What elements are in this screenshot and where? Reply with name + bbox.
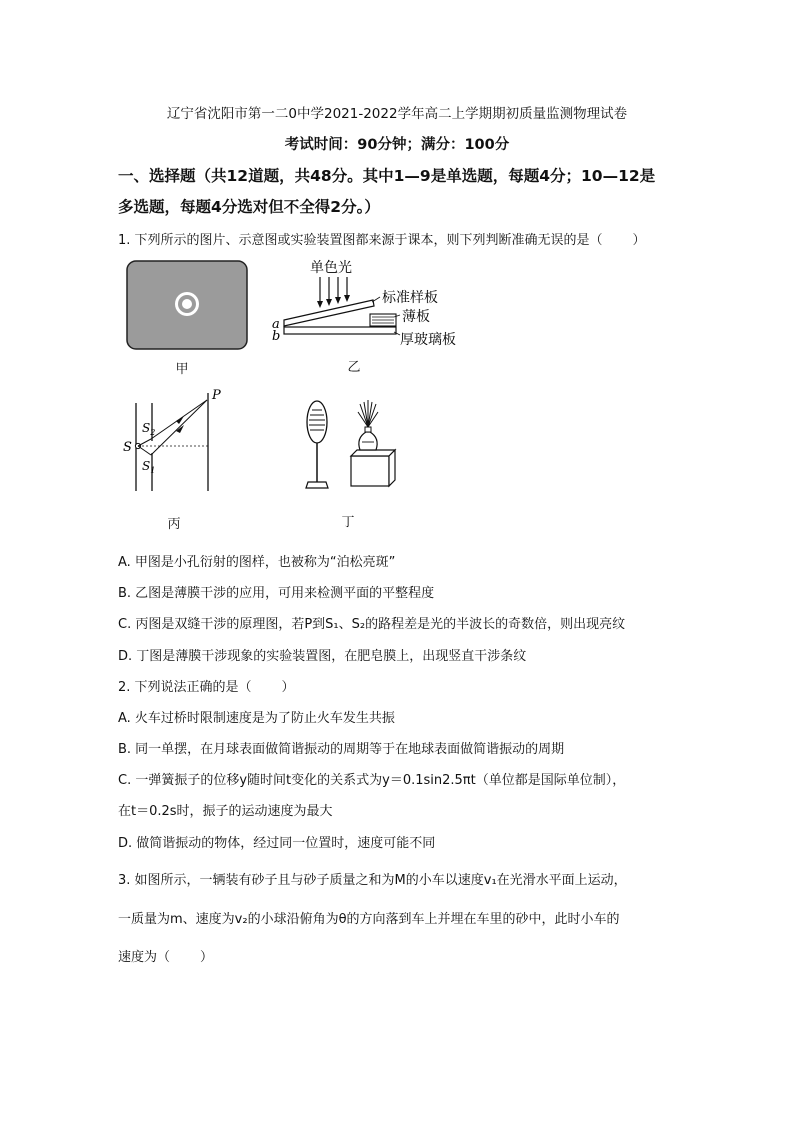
q1-option-d: D. 丁图是薄膜干涉现象的实验装置图，在肥皂膜上，出现竖直干涉条纹	[118, 649, 527, 664]
q2-stem-text: 2. 下列说法正确的是（	[118, 680, 252, 695]
q1-stem-end: ）	[632, 233, 646, 248]
figure-ding-caption: 丁	[341, 515, 355, 530]
light-ray-4-arrow	[344, 295, 350, 302]
film-stand-base	[306, 482, 328, 488]
q1-option-c: C. 丙图是双缝干涉的原理图，若P到S₁、S₂的路程差是光的半波长的奇数倍，则出现亮纹	[118, 617, 626, 632]
lamp-block-top	[351, 450, 395, 456]
q1-stem	[118, 229, 646, 248]
q2-option-c-line1: C. 一弹簧振子的位移y随时间t变化的关系式为y＝0.1sin2.5πt（单位都是国际单位制），	[118, 773, 626, 788]
figure-yi	[268, 255, 468, 350]
alcohol-lamp-body	[359, 432, 377, 450]
q3-line3-end: ）	[200, 950, 214, 965]
ray-s1-to-p	[151, 400, 207, 455]
light-ray-1-arrow	[317, 301, 323, 308]
thick-glass-plate	[284, 327, 396, 334]
figure-ding-drawing	[296, 398, 416, 493]
figure-yi-caption: 乙	[347, 360, 361, 375]
q3-line1: 3. 如图所示，一辆装有砂子且与砂子质量之和为M的小车以速度v₁在光滑水平面上运动，	[118, 873, 627, 888]
plate-label: 标准样板	[382, 290, 438, 306]
figure-yi-drawing	[268, 255, 468, 350]
s-label: S	[123, 440, 132, 455]
figure-jia-drawing	[126, 260, 248, 350]
lamp-block-side	[389, 450, 395, 486]
q3-line3-text: 速度为（	[118, 950, 171, 965]
q2-stem	[118, 676, 295, 695]
soap-film-frame	[307, 401, 327, 443]
p-label: P	[212, 388, 221, 403]
figure-jia-caption: 甲	[175, 362, 189, 377]
lamp-flame	[358, 400, 378, 427]
section-heading-line2: 多选题，每题4分选对但不全得2分。）	[118, 198, 380, 216]
q2-option-c-line2: 在t＝0.2s时，振子的运动速度为最大	[118, 804, 333, 819]
s2-subscript: 2	[150, 428, 156, 437]
light-ray-2-arrow	[326, 299, 332, 306]
q2-option-a: A. 火车过桥时限制速度是为了防止火车发生共振	[118, 711, 395, 726]
figure-ding	[296, 398, 416, 493]
figure-bing-caption: 丙	[167, 517, 181, 532]
q1-option-b: B. 乙图是薄膜干涉的应用，可用来检测平面的平整程度	[118, 586, 435, 601]
s1-subscript: 1	[150, 466, 156, 475]
s2-letter: S	[142, 421, 151, 435]
ray-s-to-s2	[138, 439, 151, 446]
exam-title: 辽宁省沈阳市第一二0中学2021-2022学年高二上学期期初质量监测物理试卷	[166, 106, 628, 122]
ray-s-to-s1	[138, 446, 151, 455]
q2-option-d: D. 做简谐振动的物体，经过同一位置时，速度可能不同	[118, 836, 436, 851]
q3-line2: 一质量为m、速度为v₂的小球沿俯角为θ的方向落到车上并埋在车里的砂中，此时小车的	[118, 912, 620, 927]
ray-arrow-upper	[176, 416, 184, 424]
figure-bing	[118, 385, 228, 495]
light-ray-3-arrow	[335, 297, 341, 304]
light-label: 单色光	[310, 260, 352, 276]
a-label: a	[272, 317, 280, 332]
figure-bing-drawing	[118, 385, 228, 495]
glass-label: 厚玻璃板	[400, 332, 456, 348]
s2-label	[142, 421, 155, 437]
section-heading-line1: 一、选择题（共12道题，共48分。其中1—9是单选题，每题4分；10—12是	[118, 167, 656, 185]
s1-label	[142, 459, 155, 475]
q1-option-a: A. 甲图是小孔衍射的图样，也被称为“泊松亮斑”	[118, 555, 396, 570]
q3-line3	[118, 946, 213, 965]
figure-jia	[126, 260, 248, 350]
q2-stem-end: ）	[281, 680, 295, 695]
b-label: b	[272, 329, 281, 344]
lamp-block	[351, 456, 389, 486]
q1-stem-text: 1. 下列所示的图片、示意图或实验装置图都来源于课本，则下列判断准确无误的是（	[118, 233, 603, 248]
lamp-neck	[365, 427, 371, 432]
thin-label: 薄板	[402, 309, 430, 325]
poisson-bright-spot	[182, 299, 192, 309]
q2-option-b: B. 同一单摆，在月球表面做简谐振动的周期等于在地球表面做简谐振动的周期	[118, 742, 565, 757]
s1-letter: S	[142, 459, 151, 473]
exam-subtitle: 考试时间：90分钟；满分：100分	[284, 137, 510, 153]
